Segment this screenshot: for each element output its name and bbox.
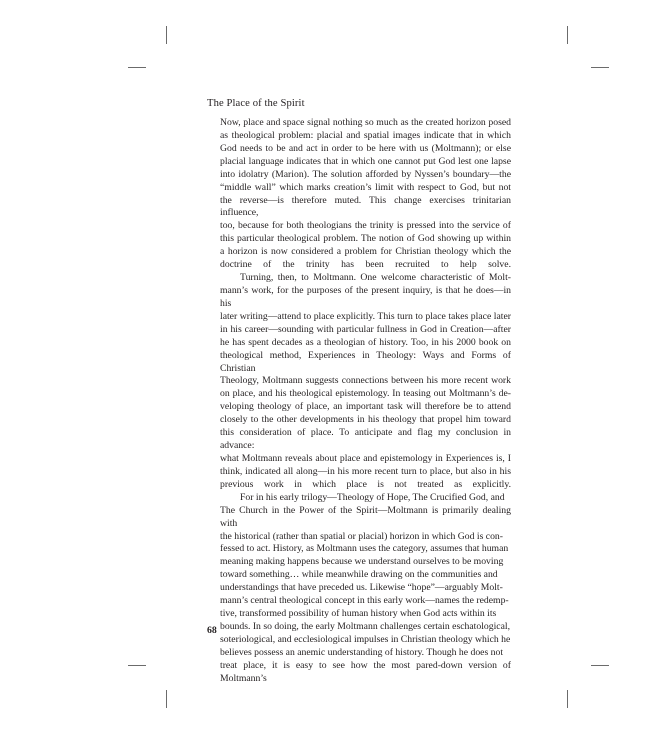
- crop-mark-top-right-horizontal: [591, 67, 609, 68]
- crop-mark-top-right-vertical: [567, 26, 568, 44]
- crop-mark-top-left-vertical: [166, 26, 167, 44]
- crop-mark-bottom-left-horizontal: [128, 665, 146, 666]
- paragraph-3: For in his early trilogy—Theology of Hope, The Crucified God, and The Church in the Power of the Spirit—Moltmann is primarily dealing with the historical (rather than spatial or placial) horizon in which God is con- fessed to act. History, as Moltmann uses the category, assumes that human meaning making happens because we understand ourselves to be moving toward something… while meanwhile drawing on the communities and understandings that have preceded us. Likewise “hope”—arguably Molt- mann’s central theological concept in this early work—names the redemp- tive, transformed possibility of human history when God acts within its bounds. In so doing, the early Moltmann challenges certain eschatological, soteriological, and ecclesiological impulses in Christian theology which he believes possess an anemic understanding of history. Though he does not treat place, it is easy to see how the most pared-down version of Moltmann’s: [220, 491, 511, 684]
- running-head: The Place of the Spirit: [207, 98, 305, 109]
- crop-mark-bottom-right-vertical: [567, 690, 568, 708]
- crop-mark-bottom-right-horizontal: [591, 665, 609, 666]
- crop-mark-bottom-left-vertical: [166, 690, 167, 708]
- page-number: 68: [207, 625, 217, 636]
- paragraph-1: Now, place and space signal nothing so much as the created horizon posed as theological problem: placial and spatial images indicate that in which God needs to be and act in order to be here with us (Moltmann); or else placial language indicates that in which one cannot put God lest one lapse into idolatry (Marion). The solution afforded by Nyssen’s boundary—the “middle wall” which marks creation’s limit with respect to God, but not the reverse—is therefore muted. This change exercises trinitarian influence, too, because for both theologians the trinity is pressed into the service of this particular theological problem. The notion of God showing up within a horizon is now considered a problem for Christian theology which the doctrine of the trinity has been recruited to help solve.: [220, 117, 511, 271]
- paragraph-2: Turning, then, to Moltmann. One welcome characteristic of Molt- mann’s work, for the purposes of the present inquiry, is that he does—in his later writing—attend to place explicitly. This turn to place takes place later in his career—sounding with particular fullness in God in Creation—after he has spent decades as a theologian of history. Too, in his 2000 book on theological method, Experiences in Theology: Ways and Forms of Christian Theology, Moltmann suggests connections between his more recent work on place, and his theological epistemology. In teasing out Moltmann’s de- veloping theology of place, an important task will therefore be to attend closely to the other developments in his theology that propel him toward this consideration of place. To anticipate and flag my conclusion in advance: what Moltmann reveals about place and epistemology in Experiences is, I think, indicated all along—in his more recent turn to place, but also in his previous work in which place is not treated as explicitly.: [220, 272, 511, 490]
- body-text: [220, 117, 511, 686]
- crop-mark-top-left-horizontal: [128, 67, 146, 68]
